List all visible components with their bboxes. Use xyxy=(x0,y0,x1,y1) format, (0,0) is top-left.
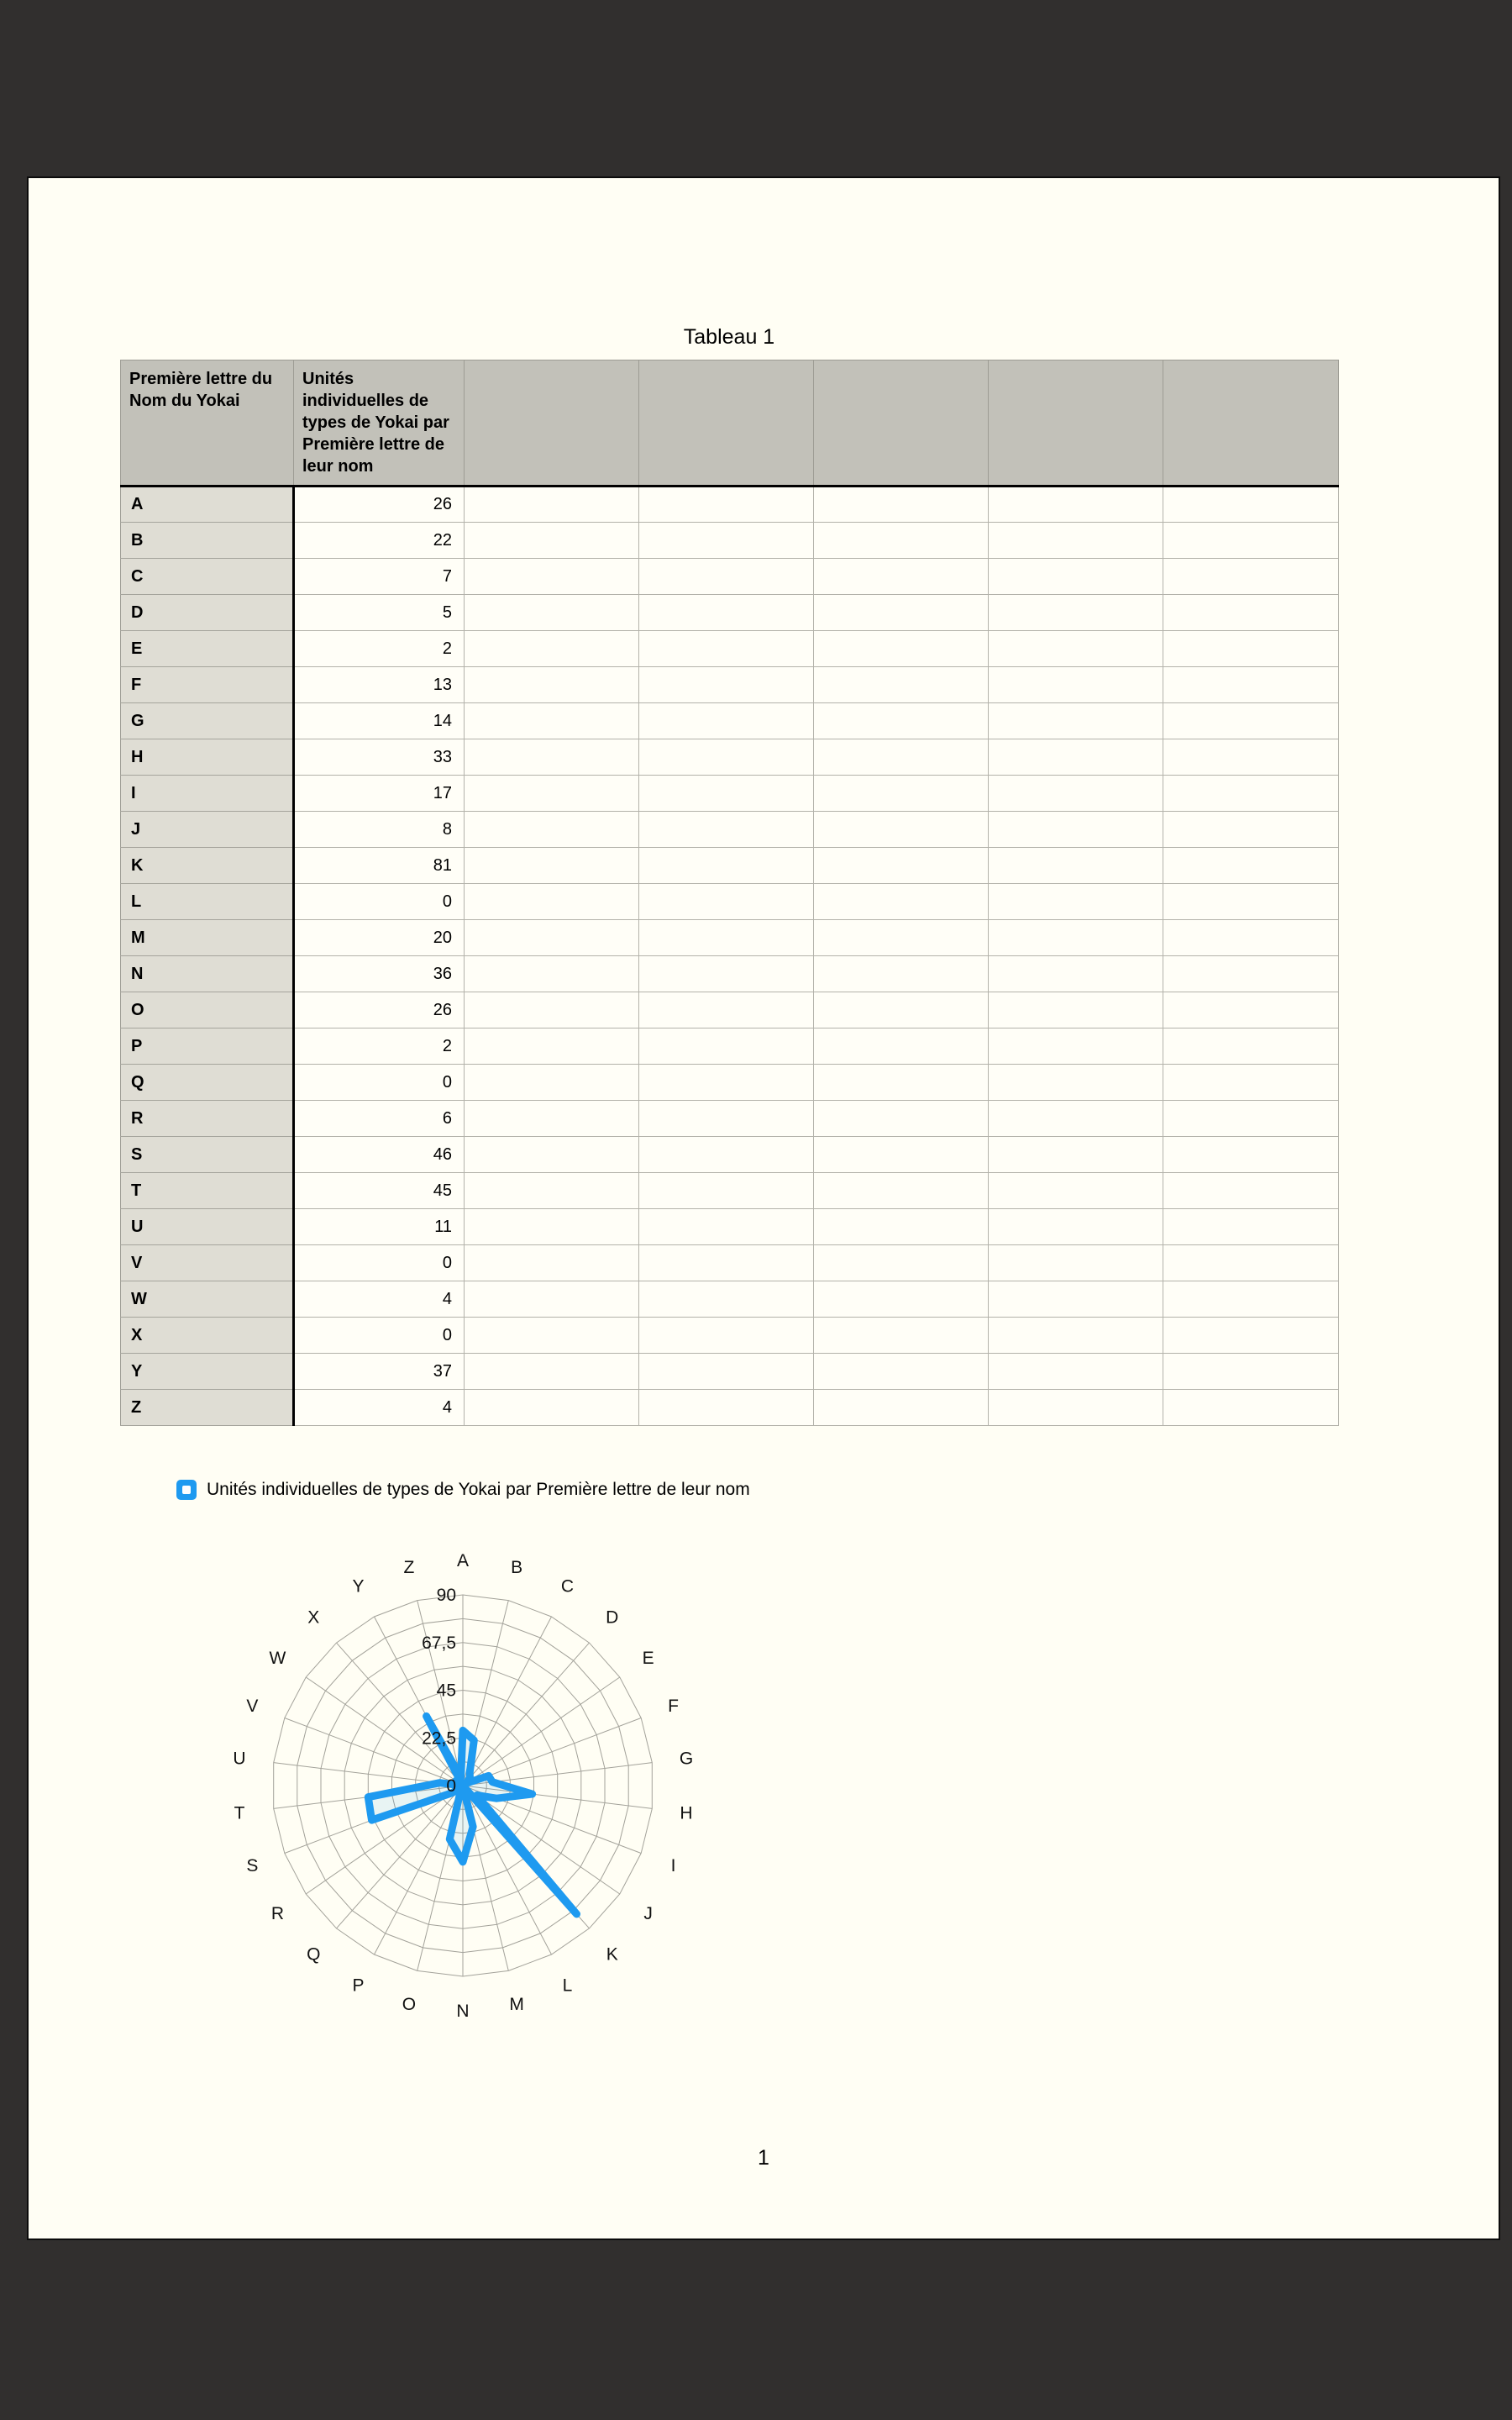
row-empty-cell xyxy=(639,1065,814,1101)
row-empty-cell xyxy=(639,487,814,523)
row-empty-cell xyxy=(465,631,639,667)
row-letter: E xyxy=(121,631,294,667)
row-letter: Y xyxy=(121,1354,294,1390)
row-empty-cell xyxy=(465,1173,639,1209)
row-empty-cell xyxy=(465,487,639,523)
category-label: T xyxy=(234,1803,245,1823)
category-label: N xyxy=(456,2002,470,2021)
legend-swatch-icon xyxy=(176,1480,197,1500)
row-empty-cell xyxy=(814,703,989,739)
table-row xyxy=(121,1354,1339,1390)
table-row xyxy=(121,956,1339,992)
category-label: I xyxy=(670,1856,676,1876)
category-label: J xyxy=(643,1904,653,1924)
row-empty-cell xyxy=(814,884,989,920)
category-label: F xyxy=(668,1697,680,1716)
row-empty-cell xyxy=(465,703,639,739)
category-label: X xyxy=(307,1607,320,1628)
row-empty-cell xyxy=(989,1281,1163,1318)
row-empty-cell xyxy=(989,1028,1163,1065)
row-empty-cell xyxy=(989,992,1163,1028)
row-empty-cell xyxy=(814,631,989,667)
data-series-polygon xyxy=(368,1716,576,1913)
row-empty-cell xyxy=(1163,523,1339,559)
category-label: Q xyxy=(307,1944,321,1965)
table-row xyxy=(121,631,1339,667)
row-empty-cell xyxy=(989,776,1163,812)
row-value: 26 xyxy=(294,992,465,1028)
row-empty-cell xyxy=(1163,956,1339,992)
row-empty-cell xyxy=(989,1390,1163,1426)
row-value: 36 xyxy=(294,956,465,992)
table-row xyxy=(121,1028,1339,1065)
row-letter: K xyxy=(121,848,294,884)
row-empty-cell xyxy=(1163,631,1339,667)
row-empty-cell xyxy=(465,1245,639,1281)
row-letter: P xyxy=(121,1028,294,1065)
row-empty-cell xyxy=(639,848,814,884)
row-empty-cell xyxy=(639,667,814,703)
row-letter: R xyxy=(121,1101,294,1137)
radar-chart xyxy=(186,1508,740,2063)
row-empty-cell xyxy=(639,812,814,848)
row-empty-cell xyxy=(639,523,814,559)
row-empty-cell xyxy=(1163,487,1339,523)
row-empty-cell xyxy=(465,920,639,956)
table-row xyxy=(121,1137,1339,1173)
table-row xyxy=(121,1209,1339,1245)
category-label: B xyxy=(511,1557,523,1577)
row-empty-cell xyxy=(639,956,814,992)
row-empty-cell xyxy=(639,739,814,776)
row-empty-cell xyxy=(989,1065,1163,1101)
row-value: 0 xyxy=(294,884,465,920)
row-empty-cell xyxy=(465,1281,639,1318)
category-label: Z xyxy=(403,1557,415,1577)
row-empty-cell xyxy=(465,523,639,559)
row-empty-cell xyxy=(989,1209,1163,1245)
row-empty-cell xyxy=(989,1137,1163,1173)
category-label: L xyxy=(562,1975,573,1996)
row-empty-cell xyxy=(465,884,639,920)
row-empty-cell xyxy=(639,992,814,1028)
table-row xyxy=(121,1065,1339,1101)
row-empty-cell xyxy=(465,776,639,812)
category-label: H xyxy=(680,1803,693,1823)
row-empty-cell xyxy=(989,559,1163,595)
row-value: 6 xyxy=(294,1101,465,1137)
table-row xyxy=(121,703,1339,739)
row-empty-cell xyxy=(989,667,1163,703)
category-label: W xyxy=(269,1648,286,1668)
row-value: 4 xyxy=(294,1390,465,1426)
table-row xyxy=(121,667,1339,703)
row-empty-cell xyxy=(465,667,639,703)
row-empty-cell xyxy=(989,703,1163,739)
row-empty-cell xyxy=(465,848,639,884)
radial-tick-label: 90 xyxy=(436,1586,456,1605)
row-empty-cell xyxy=(639,595,814,631)
row-empty-cell xyxy=(1163,1209,1339,1245)
row-empty-cell xyxy=(989,920,1163,956)
category-label: A xyxy=(456,1551,470,1570)
row-letter: V xyxy=(121,1245,294,1281)
row-empty-cell xyxy=(1163,884,1339,920)
row-empty-cell xyxy=(814,848,989,884)
row-empty-cell xyxy=(814,559,989,595)
header-letter-column: Première lettre du Nom du Yokai xyxy=(121,360,294,487)
row-letter: F xyxy=(121,667,294,703)
row-letter: I xyxy=(121,776,294,812)
row-empty-cell xyxy=(465,559,639,595)
row-letter: G xyxy=(121,703,294,739)
row-value: 22 xyxy=(294,523,465,559)
table-row xyxy=(121,739,1339,776)
row-value: 20 xyxy=(294,920,465,956)
row-empty-cell xyxy=(814,595,989,631)
row-letter: B xyxy=(121,523,294,559)
row-empty-cell xyxy=(989,1245,1163,1281)
category-label: Y xyxy=(352,1576,365,1597)
row-value: 14 xyxy=(294,703,465,739)
table-row xyxy=(121,776,1339,812)
table-row xyxy=(121,523,1339,559)
table-row xyxy=(121,1281,1339,1318)
row-letter: J xyxy=(121,812,294,848)
category-label: O xyxy=(402,1995,417,2015)
radial-tick-label: 45 xyxy=(436,1681,456,1701)
row-empty-cell xyxy=(1163,595,1339,631)
row-value: 45 xyxy=(294,1173,465,1209)
row-empty-cell xyxy=(989,739,1163,776)
row-empty-cell xyxy=(465,1318,639,1354)
row-empty-cell xyxy=(814,1318,989,1354)
row-empty-cell xyxy=(639,1281,814,1318)
row-value: 37 xyxy=(294,1354,465,1390)
row-empty-cell xyxy=(989,1173,1163,1209)
row-empty-cell xyxy=(465,739,639,776)
row-value: 46 xyxy=(294,1137,465,1173)
category-label: V xyxy=(246,1697,259,1716)
row-empty-cell xyxy=(639,559,814,595)
row-empty-cell xyxy=(989,1354,1163,1390)
row-empty-cell xyxy=(465,956,639,992)
row-empty-cell xyxy=(1163,776,1339,812)
row-empty-cell xyxy=(1163,1281,1339,1318)
row-letter: X xyxy=(121,1318,294,1354)
row-letter: Z xyxy=(121,1390,294,1426)
row-empty-cell xyxy=(989,956,1163,992)
row-empty-cell xyxy=(465,1028,639,1065)
table-row xyxy=(121,595,1339,631)
table-row xyxy=(121,992,1339,1028)
row-empty-cell xyxy=(989,523,1163,559)
row-empty-cell xyxy=(465,1101,639,1137)
row-value: 81 xyxy=(294,848,465,884)
row-empty-cell xyxy=(1163,1028,1339,1065)
row-empty-cell xyxy=(639,1390,814,1426)
row-value: 17 xyxy=(294,776,465,812)
row-letter: C xyxy=(121,559,294,595)
row-empty-cell xyxy=(1163,1318,1339,1354)
document-page xyxy=(27,176,1500,2240)
row-empty-cell xyxy=(989,884,1163,920)
category-label: G xyxy=(679,1749,694,1769)
row-empty-cell xyxy=(989,1318,1163,1354)
table-row xyxy=(121,1173,1339,1209)
row-empty-cell xyxy=(639,1028,814,1065)
table-row xyxy=(121,920,1339,956)
table-row xyxy=(121,487,1339,523)
row-empty-cell xyxy=(989,595,1163,631)
row-empty-cell xyxy=(814,1137,989,1173)
row-empty-cell xyxy=(639,1101,814,1137)
row-empty-cell xyxy=(1163,920,1339,956)
row-letter: M xyxy=(121,920,294,956)
category-label: E xyxy=(642,1648,654,1668)
row-letter: L xyxy=(121,884,294,920)
table-row xyxy=(121,1390,1339,1426)
row-value: 11 xyxy=(294,1209,465,1245)
row-empty-cell xyxy=(1163,1354,1339,1390)
row-empty-cell xyxy=(1163,992,1339,1028)
header-empty-column xyxy=(639,360,814,487)
row-value: 26 xyxy=(294,487,465,523)
table-row xyxy=(121,1101,1339,1137)
row-empty-cell xyxy=(1163,1390,1339,1426)
row-letter: S xyxy=(121,1137,294,1173)
row-empty-cell xyxy=(814,739,989,776)
row-empty-cell xyxy=(639,1209,814,1245)
table-row xyxy=(121,812,1339,848)
row-empty-cell xyxy=(814,1281,989,1318)
row-value: 0 xyxy=(294,1065,465,1101)
row-empty-cell xyxy=(465,1390,639,1426)
row-empty-cell xyxy=(639,884,814,920)
row-letter: O xyxy=(121,992,294,1028)
row-empty-cell xyxy=(814,1245,989,1281)
row-empty-cell xyxy=(814,956,989,992)
row-letter: T xyxy=(121,1173,294,1209)
row-empty-cell xyxy=(1163,812,1339,848)
row-letter: Q xyxy=(121,1065,294,1101)
header-empty-column xyxy=(1163,360,1339,487)
category-label: M xyxy=(509,1995,524,2015)
row-empty-cell xyxy=(1163,1137,1339,1173)
row-empty-cell xyxy=(814,776,989,812)
radial-tick-label: 22,5 xyxy=(422,1728,456,1749)
header-empty-column xyxy=(989,360,1163,487)
category-label: R xyxy=(270,1904,284,1924)
row-empty-cell xyxy=(1163,559,1339,595)
row-empty-cell xyxy=(814,1028,989,1065)
row-empty-cell xyxy=(465,1065,639,1101)
row-empty-cell xyxy=(989,1101,1163,1137)
header-empty-column xyxy=(814,360,989,487)
row-letter: W xyxy=(121,1281,294,1318)
row-empty-cell xyxy=(465,595,639,631)
row-empty-cell xyxy=(814,1209,989,1245)
row-letter: N xyxy=(121,956,294,992)
row-empty-cell xyxy=(639,1173,814,1209)
row-empty-cell xyxy=(1163,1173,1339,1209)
row-value: 2 xyxy=(294,1028,465,1065)
radial-tick-label: 67,5 xyxy=(422,1633,456,1653)
row-letter: D xyxy=(121,595,294,631)
chart-legend xyxy=(176,1478,750,1502)
table-row xyxy=(121,848,1339,884)
row-empty-cell xyxy=(1163,1245,1339,1281)
row-empty-cell xyxy=(814,487,989,523)
table-row xyxy=(121,884,1339,920)
row-value: 2 xyxy=(294,631,465,667)
row-empty-cell xyxy=(989,487,1163,523)
row-empty-cell xyxy=(465,812,639,848)
row-empty-cell xyxy=(639,776,814,812)
table-title: Tableau 1 xyxy=(683,325,775,349)
row-empty-cell xyxy=(639,1318,814,1354)
row-empty-cell xyxy=(639,1354,814,1390)
legend-label: Unités individuelles de types de Yokai par Première lettre de leur nom xyxy=(207,1480,750,1499)
row-empty-cell xyxy=(639,1137,814,1173)
category-label: P xyxy=(352,1975,365,1996)
category-label: K xyxy=(606,1944,618,1965)
row-value: 7 xyxy=(294,559,465,595)
header-value-column: Unités individuelles de types de Yokai par Première lettre de leur nom xyxy=(294,360,465,487)
row-value: 5 xyxy=(294,595,465,631)
row-empty-cell xyxy=(1163,667,1339,703)
row-empty-cell xyxy=(814,920,989,956)
category-label: S xyxy=(246,1856,259,1876)
row-empty-cell xyxy=(989,631,1163,667)
row-empty-cell xyxy=(814,667,989,703)
row-empty-cell xyxy=(1163,1065,1339,1101)
header-empty-column xyxy=(465,360,639,487)
row-empty-cell xyxy=(989,812,1163,848)
row-empty-cell xyxy=(1163,848,1339,884)
table-row xyxy=(121,559,1339,595)
category-label: U xyxy=(233,1749,246,1769)
row-empty-cell xyxy=(639,920,814,956)
row-letter: U xyxy=(121,1209,294,1245)
row-empty-cell xyxy=(814,1173,989,1209)
row-value: 4 xyxy=(294,1281,465,1318)
row-empty-cell xyxy=(465,1209,639,1245)
row-empty-cell xyxy=(814,1101,989,1137)
row-empty-cell xyxy=(465,992,639,1028)
table-header-row xyxy=(121,360,1339,487)
row-value: 8 xyxy=(294,812,465,848)
row-empty-cell xyxy=(639,631,814,667)
row-value: 0 xyxy=(294,1318,465,1354)
row-empty-cell xyxy=(465,1354,639,1390)
row-empty-cell xyxy=(1163,1101,1339,1137)
row-empty-cell xyxy=(465,1137,639,1173)
row-empty-cell xyxy=(814,1390,989,1426)
row-empty-cell xyxy=(1163,739,1339,776)
table-row xyxy=(121,1245,1339,1281)
row-empty-cell xyxy=(639,703,814,739)
row-empty-cell xyxy=(814,1065,989,1101)
row-empty-cell xyxy=(1163,703,1339,739)
page-number: 1 xyxy=(758,2146,769,2170)
row-empty-cell xyxy=(814,992,989,1028)
row-empty-cell xyxy=(989,848,1163,884)
row-letter: A xyxy=(121,487,294,523)
row-empty-cell xyxy=(814,812,989,848)
row-letter: H xyxy=(121,739,294,776)
row-empty-cell xyxy=(814,1354,989,1390)
radial-tick-label: 0 xyxy=(446,1776,456,1796)
row-empty-cell xyxy=(639,1245,814,1281)
row-value: 33 xyxy=(294,739,465,776)
table-row xyxy=(121,1318,1339,1354)
yokai-table xyxy=(120,360,1339,1426)
row-value: 0 xyxy=(294,1245,465,1281)
row-empty-cell xyxy=(814,523,989,559)
category-label: C xyxy=(560,1576,575,1597)
category-label: D xyxy=(606,1607,619,1628)
row-value: 13 xyxy=(294,667,465,703)
